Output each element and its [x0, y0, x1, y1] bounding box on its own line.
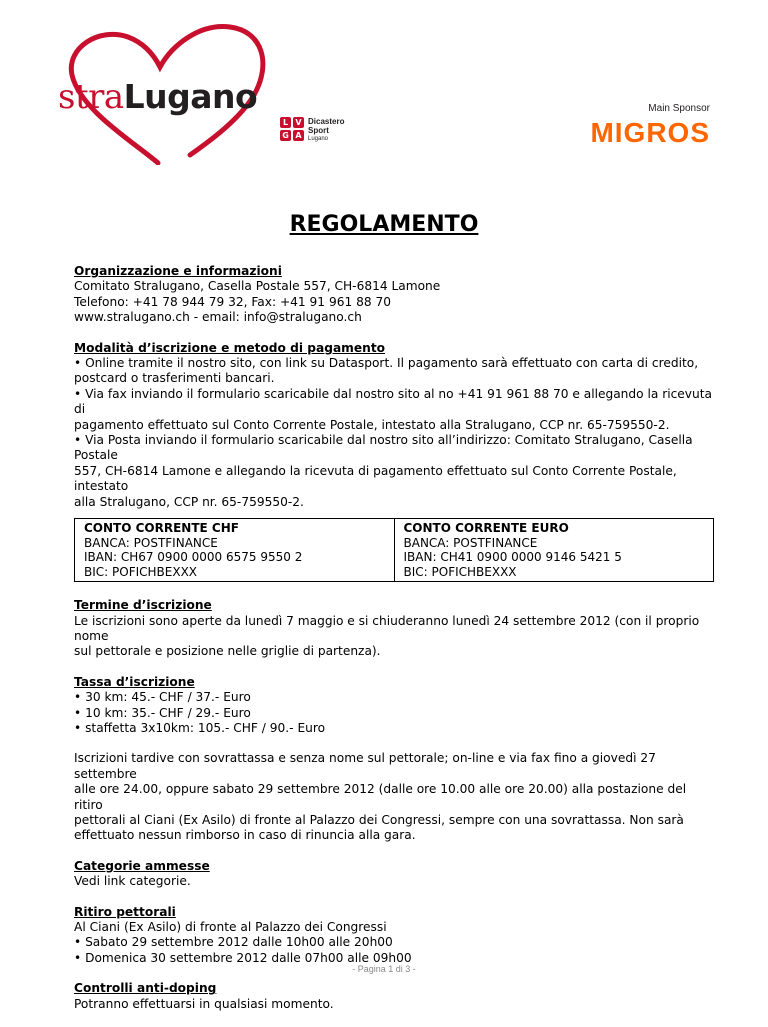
- text-line: Iscrizioni tardive con sovrattassa e senza nome sul pettorale; on-line e via fax fino a giovedì 27 settembre: [74, 751, 656, 781]
- text-line: Al Ciani (Ex Asilo) di fronte al Palazzo dei Congressi: [74, 920, 387, 934]
- bank-iban: IBAN: CH67 0900 0000 6575 9550 2: [84, 550, 303, 565]
- text-line: • Online tramite il nostro sito, con link su Datasport. Il pagamento sarà effettuato con carta di credito,: [74, 356, 699, 371]
- bank-iban: IBAN: CH41 0900 0000 9146 5421 5: [403, 550, 622, 565]
- section-iscrizioni-tardive: [74, 751, 714, 843]
- text-line: sul pettorale e posizione nelle griglie di partenza).: [74, 644, 381, 659]
- bank-bic: BIC: POFICHBEXXX: [84, 564, 198, 579]
- dicastero-line2: Sport: [308, 126, 329, 135]
- text-line: Comitato Stralugano, Casella Postale 557, CH-6814 Lamone: [74, 279, 441, 294]
- text-line: • Via fax inviando il formulario scaricabile dal nostro sito al no +41 91 961 88 70 e allegando la ricevuta di: [74, 386, 712, 417]
- section-title: Tassa d’iscrizione: [74, 674, 195, 689]
- list-item: • staffetta 3x10km: 105.- CHF / 90.- Euro: [74, 720, 326, 735]
- list-item: • Domenica 30 settembre 2012 dalle 07h00 alle 09h00: [74, 950, 412, 965]
- text-line: • Via Posta inviando il formulario scaricabile dal nostro sito all’indirizzo: Comitato Stralugano, Casella Postale: [74, 433, 693, 463]
- main-sponsor[interactable]: [590, 103, 710, 148]
- section-title: Termine d’iscrizione: [74, 598, 212, 613]
- text-line: postcard o trasferimenti bancari.: [74, 371, 275, 386]
- table-row: [75, 519, 714, 582]
- bank-account-chf: [75, 519, 395, 582]
- list-item: • Sabato 29 settembre 2012 dalle 10h00 alle 20h00: [74, 935, 393, 950]
- migros-logo: MIGROS: [590, 117, 710, 148]
- section-title: Categorie ammesse: [74, 858, 210, 873]
- bank-title: CONTO CORRENTE EURO: [403, 521, 569, 536]
- dicastero-sport-logo: [280, 117, 360, 157]
- section-ritiro-pettorali: [74, 905, 714, 967]
- stralugano-logo[interactable]: [40, 15, 345, 165]
- brand-wordmark: [58, 77, 257, 117]
- brand-part-stra: stra: [58, 77, 124, 117]
- text-line: effettuato nessun rimborso in caso di rinuncia alla gara.: [74, 828, 416, 843]
- text-line: pagamento effettuato sul Conto Corrente Postale, intestato alla Stralugano, CCP nr. 65-759550-2.: [74, 417, 670, 432]
- text-line: Le iscrizioni sono aperte da lunedì 7 maggio e si chiuderanno lunedì 24 settembre 2012 (con il proprio nome: [74, 613, 700, 643]
- dicastero-line1: Dicastero: [308, 117, 345, 126]
- text-line: Telefono: +41 78 944 79 32, Fax: +41 91 961 88 70: [74, 294, 391, 309]
- section-organizzazione: [74, 264, 714, 326]
- page-header: [0, 0, 768, 180]
- section-title: Controlli anti-doping: [74, 981, 217, 996]
- section-categorie: [74, 859, 714, 890]
- brand-part-lugano: Lugano: [123, 77, 258, 116]
- list-item: • 30 km: 45.- CHF / 37.- Euro: [74, 690, 251, 705]
- section-title: Ritiro pettorali: [74, 904, 176, 919]
- sponsor-label: Main Sponsor: [648, 103, 710, 114]
- section-tassa: [74, 675, 714, 737]
- lvga-letter-g: G: [280, 130, 291, 141]
- lvga-letter-a: A: [293, 130, 304, 141]
- document-body: [74, 264, 714, 1027]
- text-line: Vedi link categorie.: [74, 874, 191, 889]
- section-modalita: [74, 341, 714, 510]
- bank-bic: BIC: POFICHBEXXX: [403, 564, 517, 579]
- text-line: alle ore 24.00, oppure sabato 29 settembre 2012 (dalle ore 10.00 alle ore 20.00) alla postazione del ritiro: [74, 782, 687, 812]
- lvga-letter-v: V: [293, 117, 304, 128]
- list-item: • 10 km: 35.- CHF / 29.- Euro: [74, 705, 251, 720]
- bank-accounts-table: [74, 518, 714, 582]
- bank-name: BANCA: POSTFINANCE: [403, 535, 538, 550]
- dicastero-text: [308, 117, 344, 144]
- section-termine: [74, 598, 714, 660]
- lvga-letter-l: L: [280, 117, 291, 128]
- section-title: Organizzazione e informazioni: [74, 264, 282, 278]
- bank-account-euro: [394, 519, 714, 582]
- text-line: Potranno effettuarsi in qualsiasi momento.: [74, 996, 334, 1011]
- section-anti-doping: [74, 981, 714, 1012]
- page-number: - Pagina 1 di 3 -: [352, 964, 416, 974]
- page-title: REGOLAMENTO: [289, 212, 479, 237]
- text-line: 557, CH-6814 Lamone e allegando la ricevuta di pagamento effettuato sul Conto Corrente Postale, intestato: [74, 463, 677, 494]
- dicastero-line3: Lugano: [308, 136, 329, 142]
- text-line: www.stralugano.ch - email: info@stralugano.ch: [74, 310, 362, 325]
- text-line: pettorali al Ciani (Ex Asilo) di fronte al Palazzo dei Congressi, sempre con una sovrattassa. Non sarà: [74, 812, 684, 827]
- bank-title: CONTO CORRENTE CHF: [84, 521, 239, 536]
- bank-name: BANCA: POSTFINANCE: [84, 535, 218, 550]
- text-line: alla Stralugano, CCP nr. 65-759550-2.: [74, 494, 304, 509]
- section-title: Modalità d’iscrizione e metodo di pagamento: [74, 340, 386, 355]
